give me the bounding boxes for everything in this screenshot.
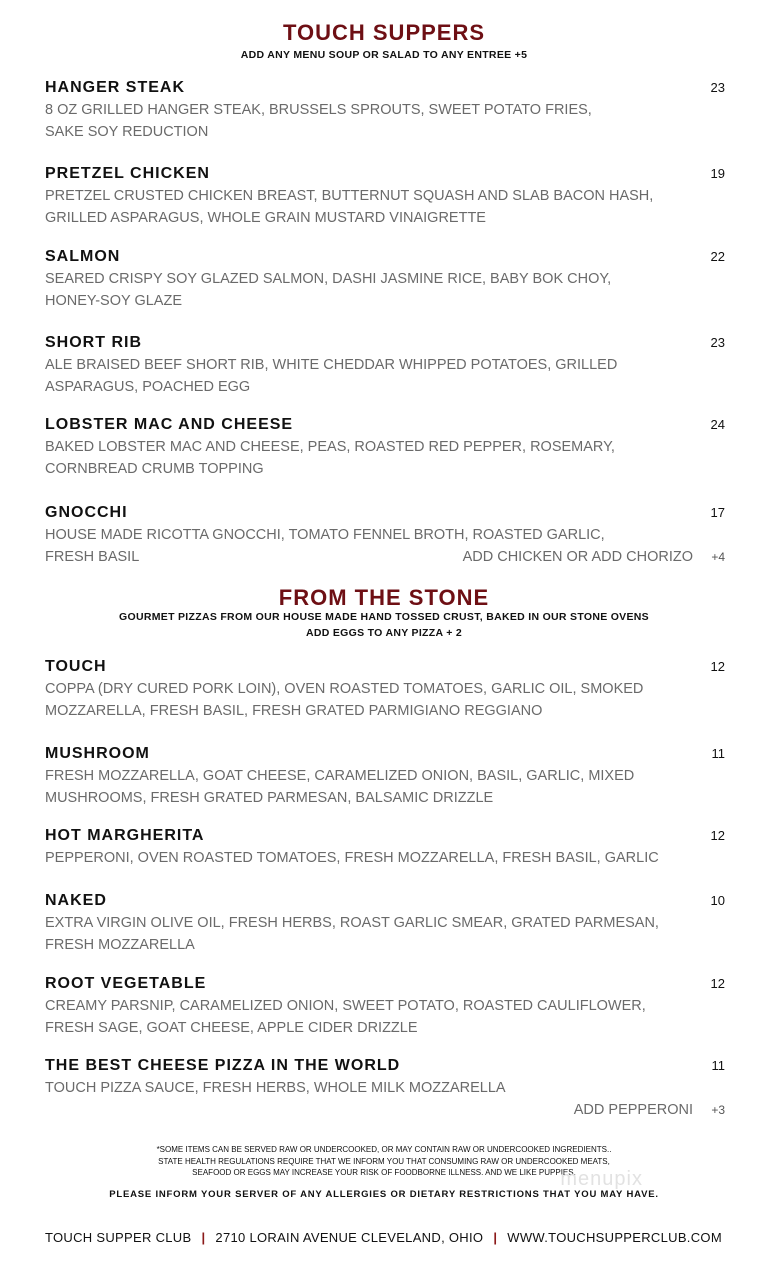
footer (45, 1230, 722, 1245)
menu-item-description: TOUCH PIZZA SAUCE, FRESH HERBS, WHOLE MILK MOZZARELLA (45, 1080, 506, 1096)
menu-item-description: ALE BRAISED BEEF SHORT RIB, WHITE CHEDDAR WHIPPED POTATOES, GRILLED ASPARAGUS, POACHED EGG (45, 357, 618, 395)
menu-item-description: COPPA (DRY CURED PORK LOIN), OVEN ROASTED TOMATOES, GARLIC OIL, SMOKED MOZZARELLA, FRESH BASIL, FRESH GRATED PARMIGIANO REGGIANO (45, 681, 644, 719)
section-subtitle: GOURMET PIZZAS FROM OUR HOUSE MADE HAND TOSSED CRUST, BAKED IN OUR STONE OVENS (119, 611, 649, 623)
menu-item-name: GNOCCHI (45, 504, 128, 521)
menu-item-price: 23 (710, 335, 725, 350)
menu-item-name: PRETZEL CHICKEN (45, 165, 210, 182)
menu-item (45, 890, 725, 956)
menu-item-addon (395, 546, 725, 568)
menu-item-description: PEPPERONI, OVEN ROASTED TOMATOES, FRESH MOZZARELLA, FRESH BASIL, GARLIC (45, 850, 659, 866)
menu-item-name: TOUCH (45, 658, 107, 675)
menu-item-name: MUSHROOM (45, 745, 150, 762)
menu-item (45, 973, 725, 1039)
menu-item-description: BAKED LOBSTER MAC AND CHEESE, PEAS, ROASTED RED PEPPER, ROSEMARY, CORNBREAD CRUMB TOPPING (45, 439, 615, 477)
menu-item (45, 77, 725, 143)
menu-item (45, 1055, 725, 1118)
menu-item-price: 17 (710, 505, 725, 520)
menu-item-name: SALMON (45, 248, 121, 265)
menu-item-price: 22 (710, 249, 725, 264)
footer-address: 2710 LORAIN AVENUE CLEVELAND, OHIO (215, 1230, 484, 1245)
disclaimer-line: STATE HEALTH REGULATIONS REQUIRE THAT WE INFORM YOU THAT CONSUMING RAW OR UNDERCOOKED MEATS, (158, 1156, 610, 1166)
menu-item-description: FRESH MOZZARELLA, GOAT CHEESE, CARAMELIZED ONION, BASIL, GARLIC, MIXED MUSHROOMS, FRESH GRATED PARMESAN, BALSAMIC DRIZZLE (45, 768, 635, 806)
menu-item (45, 332, 725, 398)
addon-label: ADD CHICKEN OR ADD CHORIZO (462, 549, 693, 565)
footer-restaurant-name: TOUCH SUPPER CLUB (45, 1230, 192, 1245)
menu-item (45, 163, 725, 229)
menu-item-name: LOBSTER MAC AND CHEESE (45, 416, 294, 433)
menu-item-description: SEARED CRISPY SOY GLAZED SALMON, DASHI JASMINE RICE, BABY BOK CHOY, HONEY-SOY GLAZE (45, 271, 612, 309)
menu-item-name: NAKED (45, 892, 107, 909)
disclaimer (0, 1144, 768, 1179)
allergy-notice: PLEASE INFORM YOUR SERVER OF ANY ALLERGIES OR DIETARY RESTRICTIONS THAT YOU MAY HAVE. (109, 1189, 659, 1200)
menu-item-price: 12 (710, 659, 725, 674)
menu-item (45, 246, 725, 312)
menu-item-addon (395, 1099, 725, 1121)
menu-item-description: HOUSE MADE RICOTTA GNOCCHI, TOMATO FENNEL BROTH, ROASTED GARLIC, FRESH BASIL (45, 527, 605, 565)
section-subtitle-eggs: ADD EGGS TO ANY PIZZA + 2 (306, 627, 462, 639)
addon-price: +4 (711, 550, 725, 564)
disclaimer-line: *SOME ITEMS CAN BE SERVED RAW OR UNDERCOOKED, OR MAY CONTAIN RAW OR UNDERCOOKED INGREDIENTS.. (156, 1145, 612, 1154)
watermark: menupix (560, 1168, 643, 1190)
menu-item (45, 414, 725, 480)
menu-item-price: 11 (711, 1058, 725, 1073)
menu-item-description: EXTRA VIRGIN OLIVE OIL, FRESH HERBS, ROAST GARLIC SMEAR, GRATED PARMESAN, FRESH MOZZARELLA (45, 915, 659, 953)
menu-item-price: 12 (710, 828, 725, 843)
menu-item-name: ROOT VEGETABLE (45, 975, 207, 992)
footer-separator: | (493, 1230, 498, 1245)
section-subtitle: ADD ANY MENU SOUP OR SALAD TO ANY ENTREE +5 (240, 49, 528, 61)
menu-item-price: 10 (710, 893, 725, 908)
menu-item-name: THE BEST CHEESE PIZZA IN THE WORLD (45, 1057, 401, 1074)
addon-price: +3 (711, 1103, 725, 1117)
section-title-touch-suppers: TOUCH SUPPERS (282, 20, 486, 45)
menu-item-price: 23 (710, 80, 725, 95)
menu-item-name: SHORT RIB (45, 334, 142, 351)
menu-item-price: 11 (711, 746, 725, 761)
menu-item-description: CREAMY PARSNIP, CARAMELIZED ONION, SWEET POTATO, ROASTED CAULIFLOWER, FRESH SAGE, GOAT CHEESE, APPLE CIDER DRIZZLE (45, 998, 646, 1036)
menu-item-price: 24 (710, 417, 725, 432)
menu-item-price: 19 (710, 166, 725, 181)
disclaimer-line: SEAFOOD OR EGGS MAY INCREASE YOUR RISK OF FOODBORNE ILLNESS. AND WE LIKE PUPPIES. (192, 1168, 576, 1177)
menu-item-description: PRETZEL CRUSTED CHICKEN BREAST, BUTTERNUT SQUASH AND SLAB BACON HASH, GRILLED ASPARAGUS, WHOLE GRAIN MUSTARD VINAIGRETTE (45, 188, 654, 226)
section-title-from-the-stone: FROM THE STONE (278, 585, 490, 610)
menu-item-price: 12 (710, 976, 725, 991)
menu-item-name: HANGER STEAK (45, 79, 186, 96)
footer-separator: | (201, 1230, 206, 1245)
menu-item (45, 825, 725, 869)
menu-item (45, 656, 725, 722)
addon-label: ADD PEPPERONI (573, 1102, 693, 1118)
footer-website[interactable]: WWW.TOUCHSUPPERCLUB.COM (507, 1230, 722, 1245)
menu-item-name: HOT MARGHERITA (45, 827, 205, 844)
menu-item-description: 8 OZ GRILLED HANGER STEAK, BRUSSELS SPROUTS, SWEET POTATO FRIES, SAKE SOY REDUCTION (45, 102, 592, 140)
menu-item (45, 743, 725, 809)
menu-item (45, 502, 725, 568)
